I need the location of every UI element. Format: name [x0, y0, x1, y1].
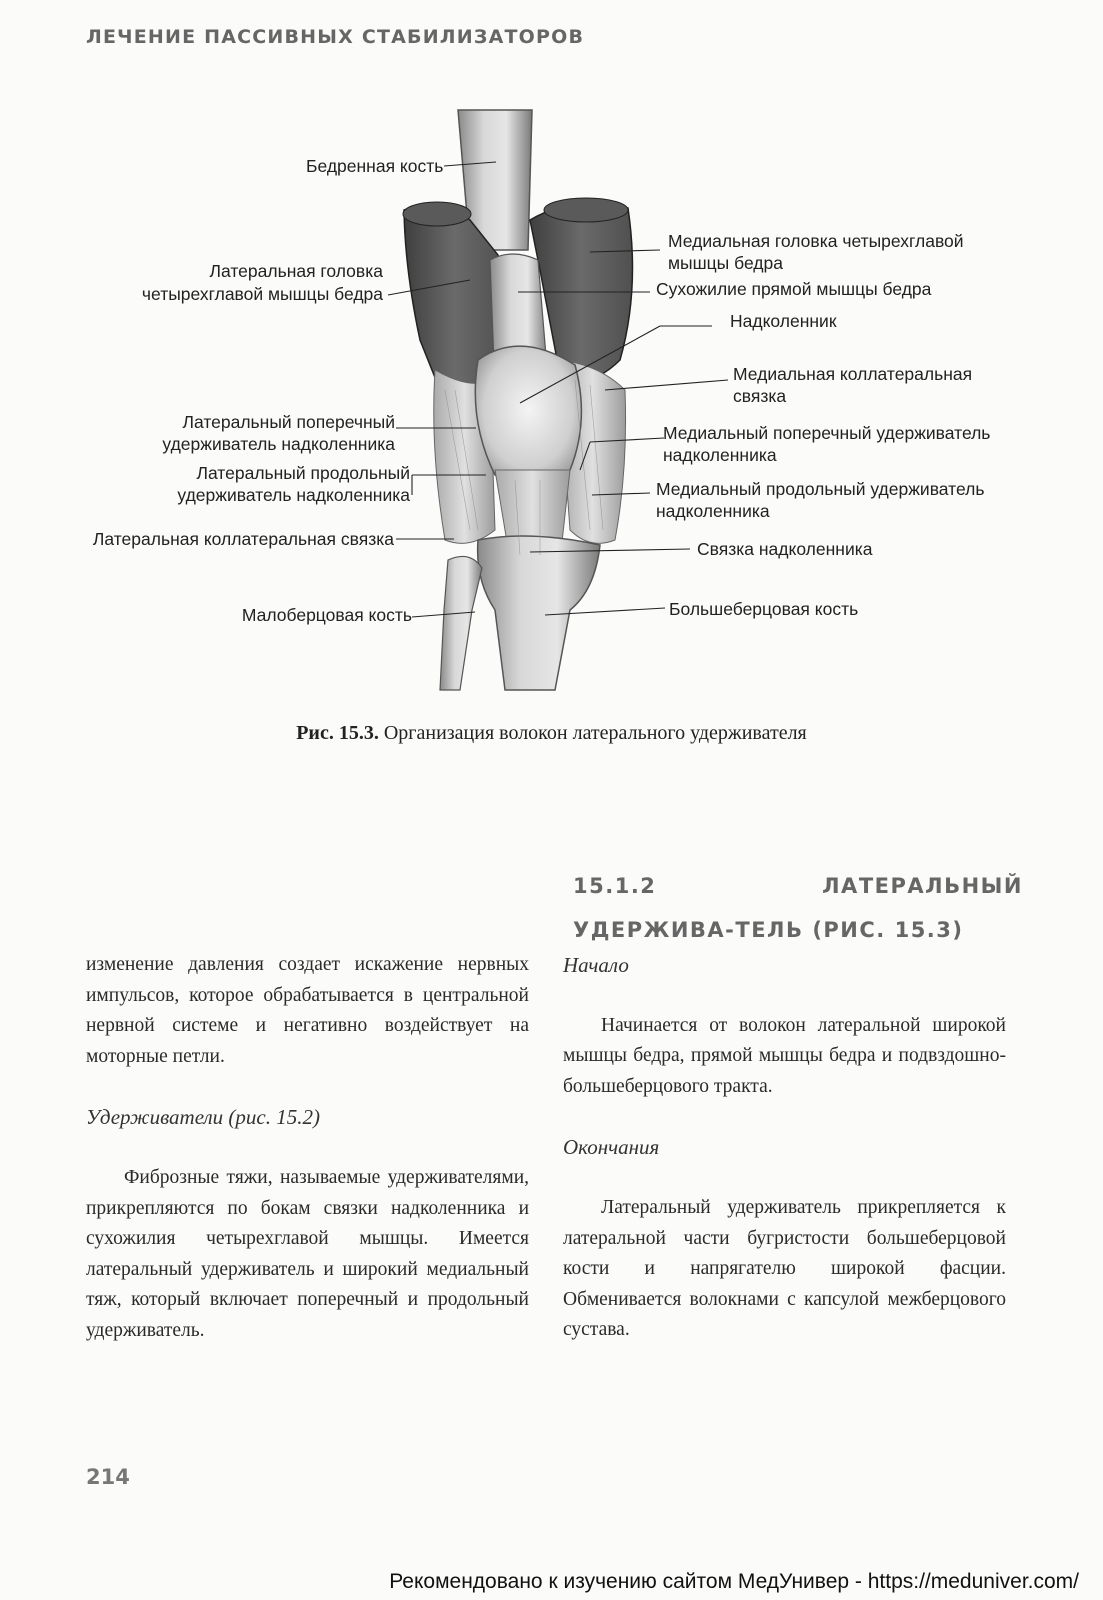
- label-fibula: Малоберцовая кость: [241, 605, 412, 625]
- left-paragraph-2: Фиброзные тяжи, называемые удерживателями, прикрепляются по бокам связки надколенника и сухожилия четырехглавой мышцы. Имеется латеральный удерживатель и широкий медиальный тяж, который включает поперечный и продольный удерживатель.: [86, 1166, 529, 1341]
- left-column: [86, 950, 529, 1347]
- page-number: 214: [86, 1465, 130, 1489]
- label-patellar-ligament: Связка надколенника: [697, 539, 873, 559]
- label-rectus-tendon: Сухожилие прямой мышцы бедра: [656, 279, 932, 299]
- label-lcl: Латеральная коллатеральная связка: [92, 529, 394, 549]
- label-medial-longitudinal-line2: надколенника: [656, 501, 770, 521]
- right-paragraph-1: Начинается от волокон латеральной широкой мышцы бедра, прямой мышцы бедра и подвздошно-большеберцового тракта.: [563, 1014, 1006, 1097]
- label-lateral-longitudinal-line2: удерживатель надколенника: [177, 485, 410, 505]
- label-medial-head-line1: Медиальная головка четырехглавой: [668, 231, 964, 251]
- section-title: 15.1.2 ЛАТЕРАЛЬНЫЙ УДЕРЖИВА-ТЕЛЬ (РИС. 15.3): [573, 874, 1023, 942]
- label-medial-head-line2: мышцы бедра: [668, 253, 783, 273]
- label-mcl-line1: Медиальная коллатеральная: [733, 364, 973, 384]
- right-subheading-origin: Начало: [563, 953, 629, 977]
- footer-recommendation: Рекомендовано к изучению сайтом МедУнивер - https://meduniver.com/: [389, 1570, 1079, 1593]
- label-lateral-transverse-line2: удерживатель надколенника: [162, 434, 395, 454]
- label-medial-transverse-line2: надколенника: [663, 445, 777, 465]
- left-subheading: Удерживатели (рис. 15.2): [86, 1105, 320, 1130]
- caption-text: Организация волокон латерального удерживателя: [378, 722, 807, 744]
- label-lateral-transverse-line1: Латеральный поперечный: [182, 412, 395, 432]
- label-lateral-longitudinal-line1: Латеральный продольный: [196, 463, 410, 483]
- label-medial-transverse-line1: Медиальный поперечный удерживатель: [663, 423, 991, 443]
- caption-label: Рис. 15.3.: [296, 722, 379, 744]
- label-lateral-head-line1: Латеральная головка: [209, 261, 383, 281]
- label-tibia: Большеберцовая кость: [669, 599, 859, 619]
- label-lateral-head-line2: четырехглавой мышцы бедра: [141, 284, 383, 304]
- knee-figure: [0, 90, 1103, 710]
- running-header: ЛЕЧЕНИЕ ПАССИВНЫХ СТАБИЛИЗАТОРОВ: [86, 26, 585, 48]
- left-paragraph-1: изменение давления создает искажение нервных импульсов, которое обрабатывается в центральной нервной системе и негативно воздействует на моторные петли.: [86, 954, 529, 1067]
- right-paragraph-2: Латеральный удерживатель прикрепляется к латеральной части бугристости большеберцовой кости и напрягателю широкой фасции. Обменивается волокнами с капсулой межберцового сустава.: [563, 1196, 1006, 1341]
- label-patella: Надколенник: [730, 311, 837, 331]
- figure-caption: [0, 722, 1103, 745]
- right-subheading-insertion: Окончания: [563, 1135, 660, 1160]
- label-femur: Бедренная кость: [306, 156, 444, 176]
- label-mcl-line2: связка: [733, 386, 787, 406]
- label-medial-longitudinal-line1: Медиальный продольный удерживатель: [656, 479, 985, 499]
- right-column: [563, 950, 1006, 1346]
- knee-anatomy-illustration: [0, 90, 1103, 710]
